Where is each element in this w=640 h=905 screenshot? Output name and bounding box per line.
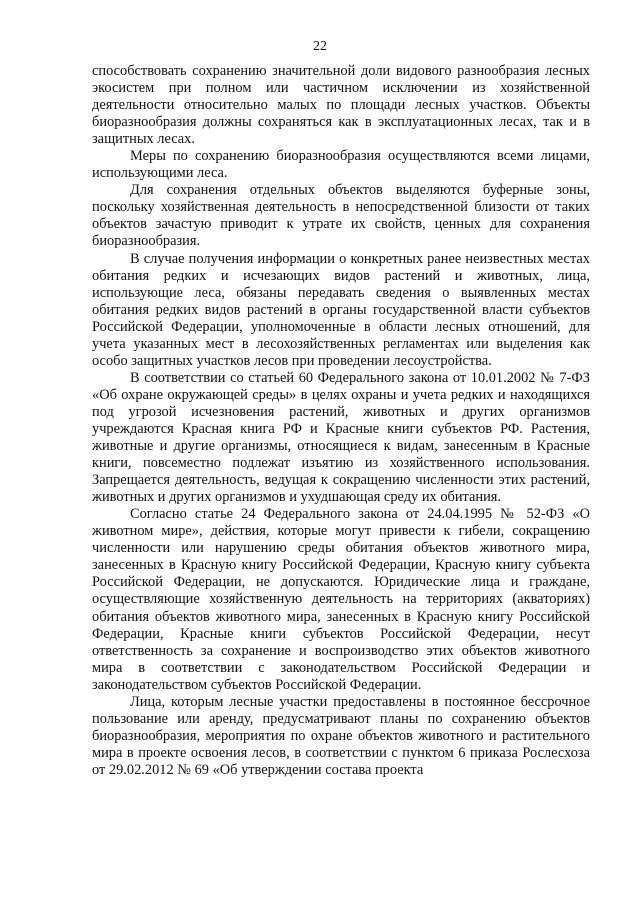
page-number: 22 <box>313 39 327 54</box>
document-body <box>92 63 590 779</box>
paragraph-environment-law: В соответствии со статьей 60 Федерального закона от 10.01.2002 № 7-ФЗ «Об охране окружающей среды» в целях охраны и учета редких и находящихся под угрозой исчезновения растений, животных и других организмов учреждаются Красная книга РФ и Красные книги субъектов РФ. Растения, животные и другие организмы, относящиеся к видам, занесенным в Красные книги, повсеместно подлежат изъятию из хозяйственного использования. Запрещается деятельность, ведущая к сокращению численности этих растений, животных и других организмов и ухудшающая среду их обитания. <box>92 369 590 506</box>
paragraph-continuation: способствовать сохранению значительной доли видового разнообразия лесных экосистем при полном или частичном исключении из хозяйственной деятельности относительно малых по площади лесных участков. Объекты биоразнообразия должны сохраняться как в эксплуатационных лесах, так и в защитных лесах. <box>92 63 590 148</box>
paragraph-biodiversity-measures: Меры по сохранению биоразнообразия осуществляются всеми лицами, использующими леса. <box>92 148 590 182</box>
paragraph-animal-world-law: Согласно статье 24 Федерального закона от 24.04.1995 № 52-ФЗ «О животном мире», действия, которые могут привести к гибели, сокращению численности или нарушению среды обитания объектов животного мира, занесенных в Красную книгу Российской Федерации, Красную книгу субъекта Российской Федерации, не допускаются. Юридические лица и граждане, осуществляющие хозяйственную деятельность на территориях (акваториях) обитания объектов животного мира, занесенных в Красную книгу Российской Федерации, Красные книги субъектов Российской Федерации, несут ответственность за сохранение и воспроизводство этих объектов животного мира в соответствии с законодательством Российской Федерации и законодательством субъектов Российской Федерации. <box>92 506 590 693</box>
paragraph-rare-species-info: В случае получения информации о конкретных ранее неизвестных местах обитания редких и исчезающих видов растений и животных, лица, использующие леса, обязаны передавать сведения о выявленных местах обитания редких видов растений в органы государственной власти субъектов Российской Федерации, уполномоченные в области лесных отношений, для учета указанных мест в лесохозяйственных регламентах или выделения как особо защитных участков лесов при проведении лесоустройства. <box>92 250 590 369</box>
paragraph-land-users: Лица, которым лесные участки предоставлены в постоянное бессрочное пользование или аренду, предусматривают планы по сохранению объектов биоразнообразия, мероприятия по охране объектов животного и растительного мира в проекте освоения лесов, в соответствии с пунктом 6 приказа Рослесхоза от 29.02.2012 № 69 «Об утверждении состава проекта <box>92 693 590 778</box>
paragraph-buffer-zones: Для сохранения отдельных объектов выделяются буферные зоны, поскольку хозяйственная деятельность в непосредственной близости от таких объектов зачастую приводит к утрате их свойств, ценных для сохранения биоразнообразия. <box>92 182 590 250</box>
